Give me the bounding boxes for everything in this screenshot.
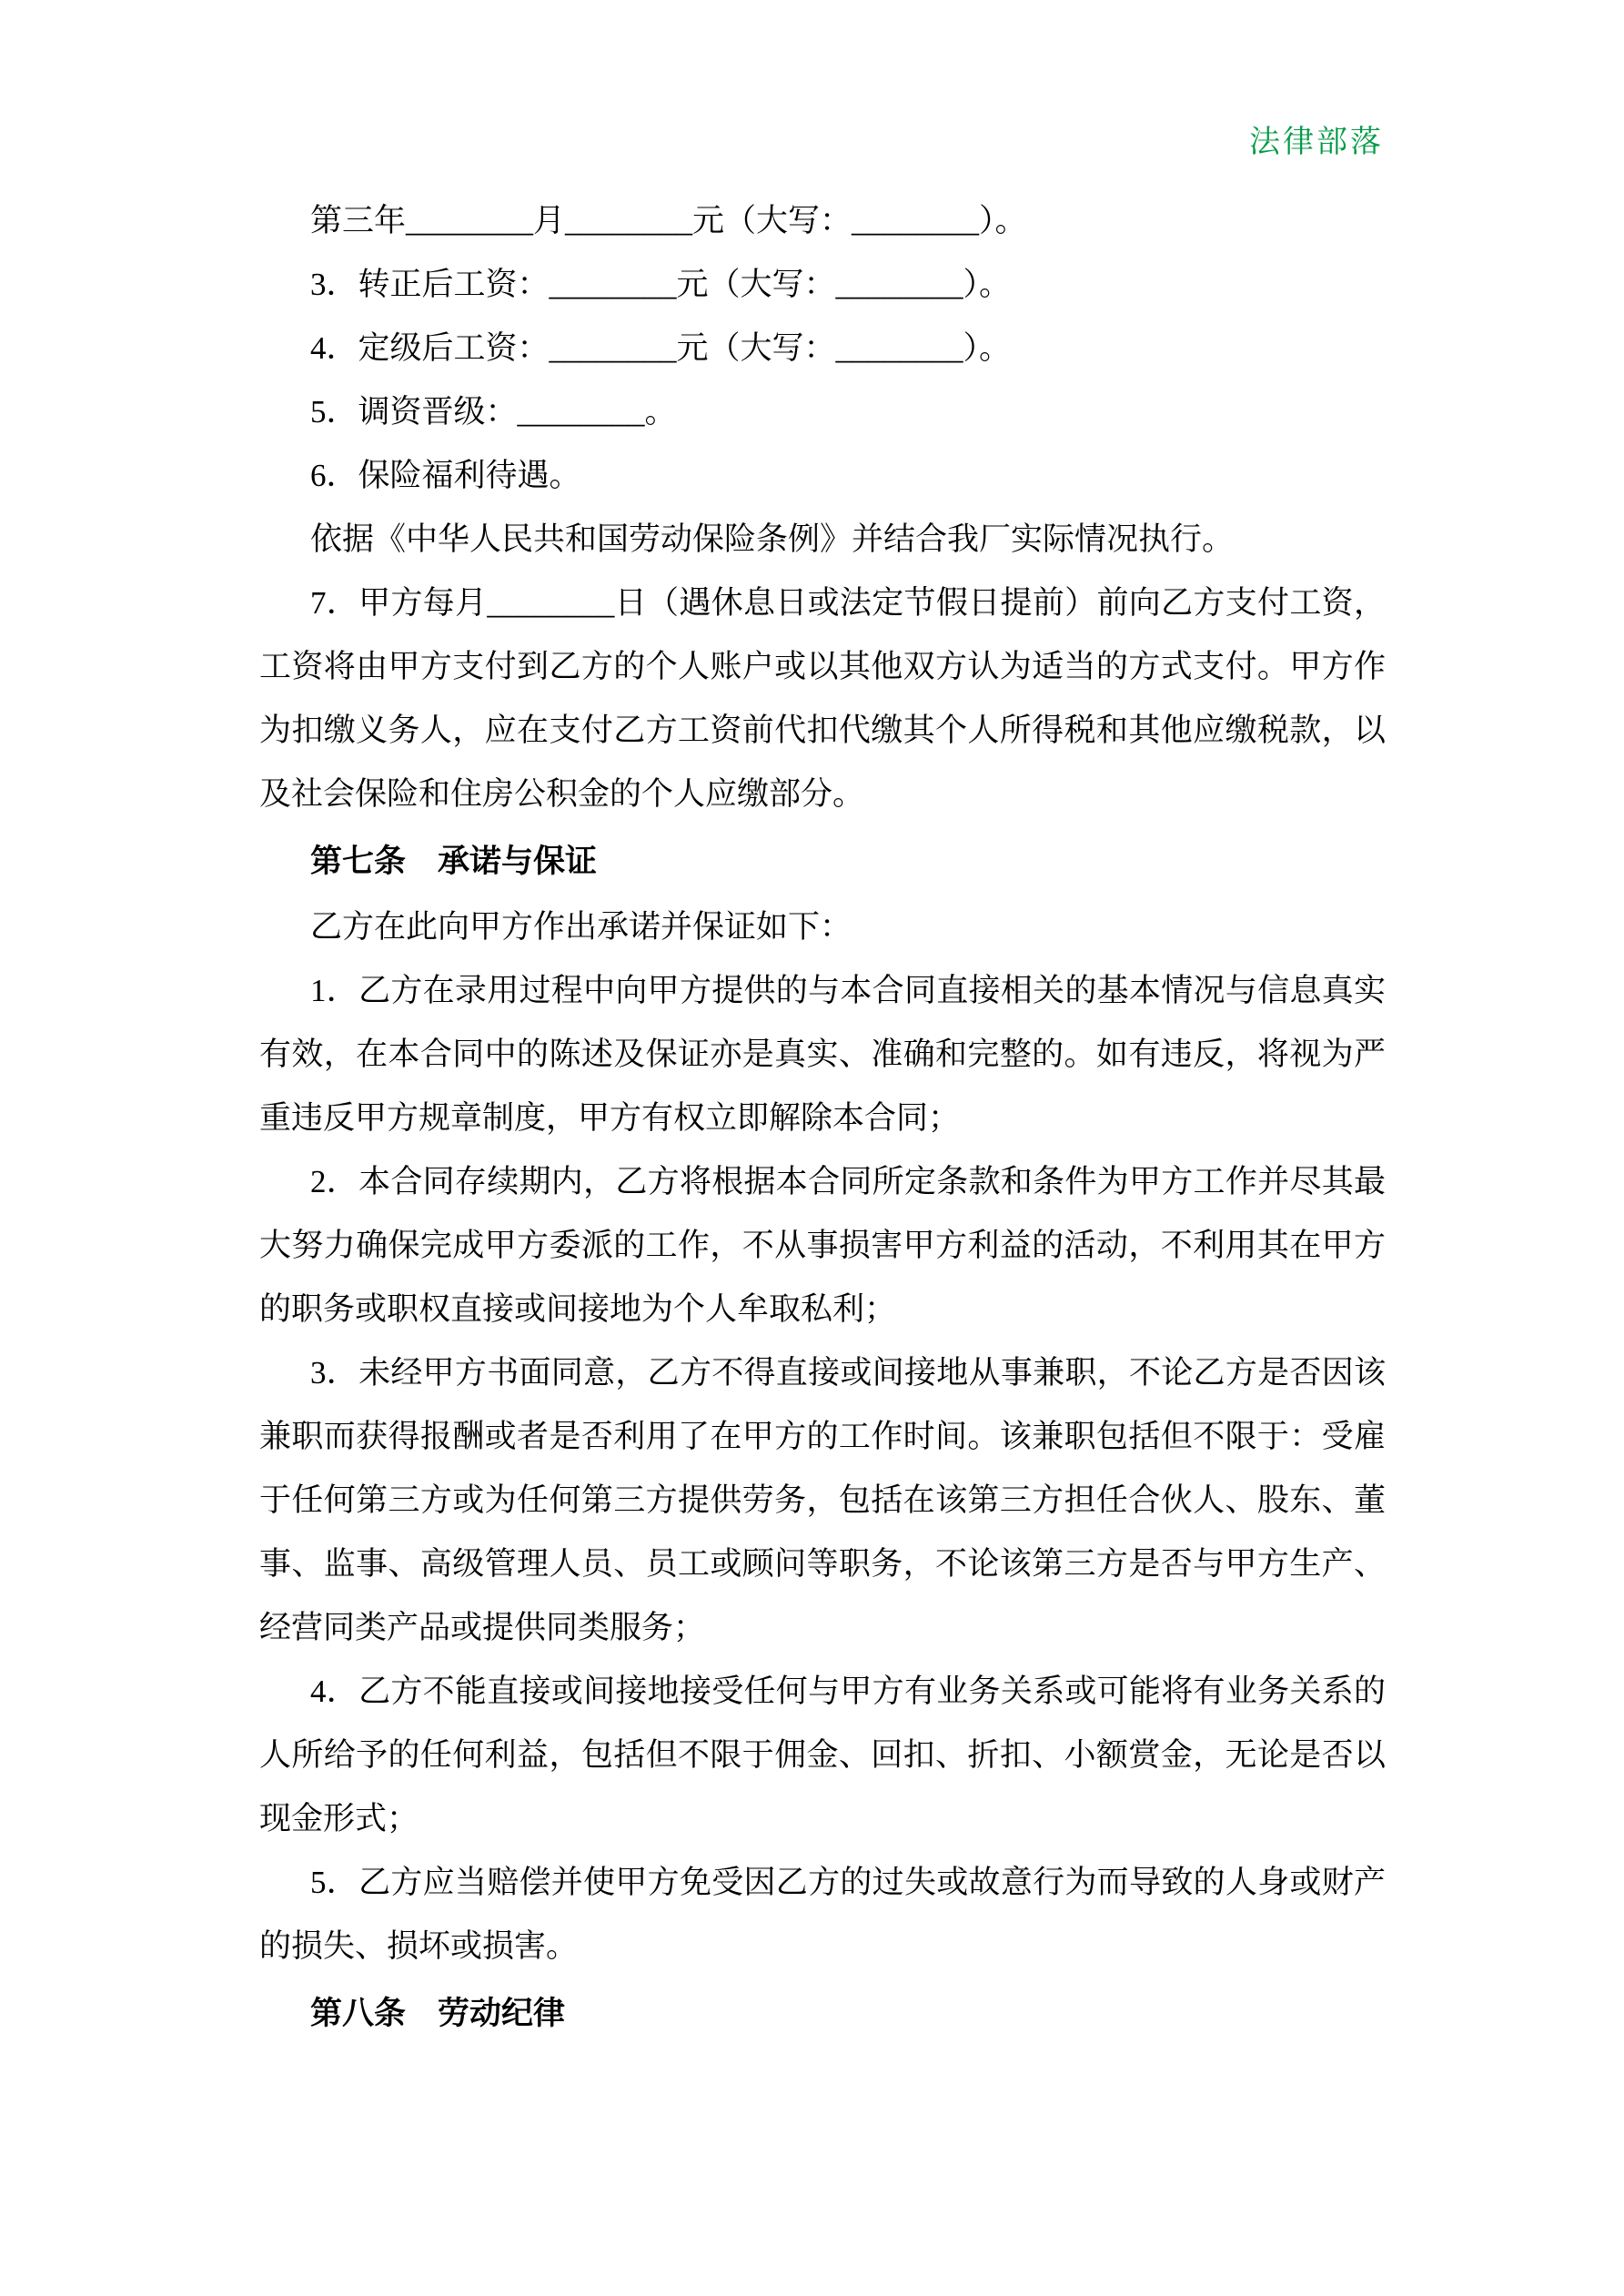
paragraph: 4．定级后工资：________元（大写：________）。 <box>310 330 1012 366</box>
paragraph: 4．乙方不能直接或间接地接受任何与甲方有业务关系或可能将有业务关系的人所给予的任何利益，包括但不限于佣金、回扣、折扣、小额赏金，无论是否以现金形式； <box>259 1674 1386 1836</box>
paragraph: 3．未经甲方书面同意，乙方不得直接或间接地从事兼职，不论乙方是否因该兼职而获得报酬或者是否利用了在甲方的工作时间。该兼职包括但不限于：受雇于任何第三方或为任何第三方提供劳务，包括在该第三方担任合伙人、股东、董事、监事、高级管理人员、员工或顾问等职务，不论该第三方是否与甲方生产、经营同类产品或提供同类服务； <box>259 1355 1386 1645</box>
paragraph: 1．乙方在录用过程中向甲方提供的与本合同直接相关的基本情况与信息真实有效，在本合同中的陈述及保证亦是真实、准确和完整的。如有违反，将视为严重违反甲方规章制度，甲方有权立即解除本合同； <box>259 973 1386 1136</box>
section-heading: 第八条 劳动纪律 <box>310 1996 566 2031</box>
paragraph: 第三年________月________元（大写：________）。 <box>310 203 1027 238</box>
paragraph: 5．调资晋级：________。 <box>310 394 677 430</box>
paragraph: 6．保险福利待遇。 <box>310 458 581 493</box>
paragraph: 7．甲方每月________日（遇休息日或法定节假日提前）前向乙方支付工资，工资将由甲方支付到乙方的个人账户或以其他双方认为适当的方式支付。甲方作为扣缴义务人，应在支付乙方工资前代扣代缴其个人所得税和其他应缴税款，以及社会保险和住房公积金的个人应缴部分。 <box>259 585 1386 812</box>
paragraph: 依据《中华人民共和国劳动保险条例》并结合我厂实际情况执行。 <box>310 521 1235 557</box>
paragraph: 乙方在此向甲方作出承诺并保证如下： <box>310 909 852 945</box>
paragraph: 3．转正后工资：________元（大写：________）。 <box>310 267 1012 302</box>
section-heading: 第七条 承诺与保证 <box>310 844 598 879</box>
site-watermark: 法律部落 <box>1249 125 1384 159</box>
paragraph: 2．本合同存续期内，乙方将根据本合同所定条款和条件为甲方工作并尽其最大努力确保完成甲方委派的工作，不从事损害甲方利益的活动，不利用其在甲方的职务或职权直接或间接地为个人牟取私利； <box>259 1164 1386 1327</box>
paragraph: 5．乙方应当赔偿并使甲方免受因乙方的过失或故意行为而导致的人身或财产的损失、损坏或损害。 <box>259 1865 1386 1964</box>
document-body <box>259 189 1386 2048</box>
